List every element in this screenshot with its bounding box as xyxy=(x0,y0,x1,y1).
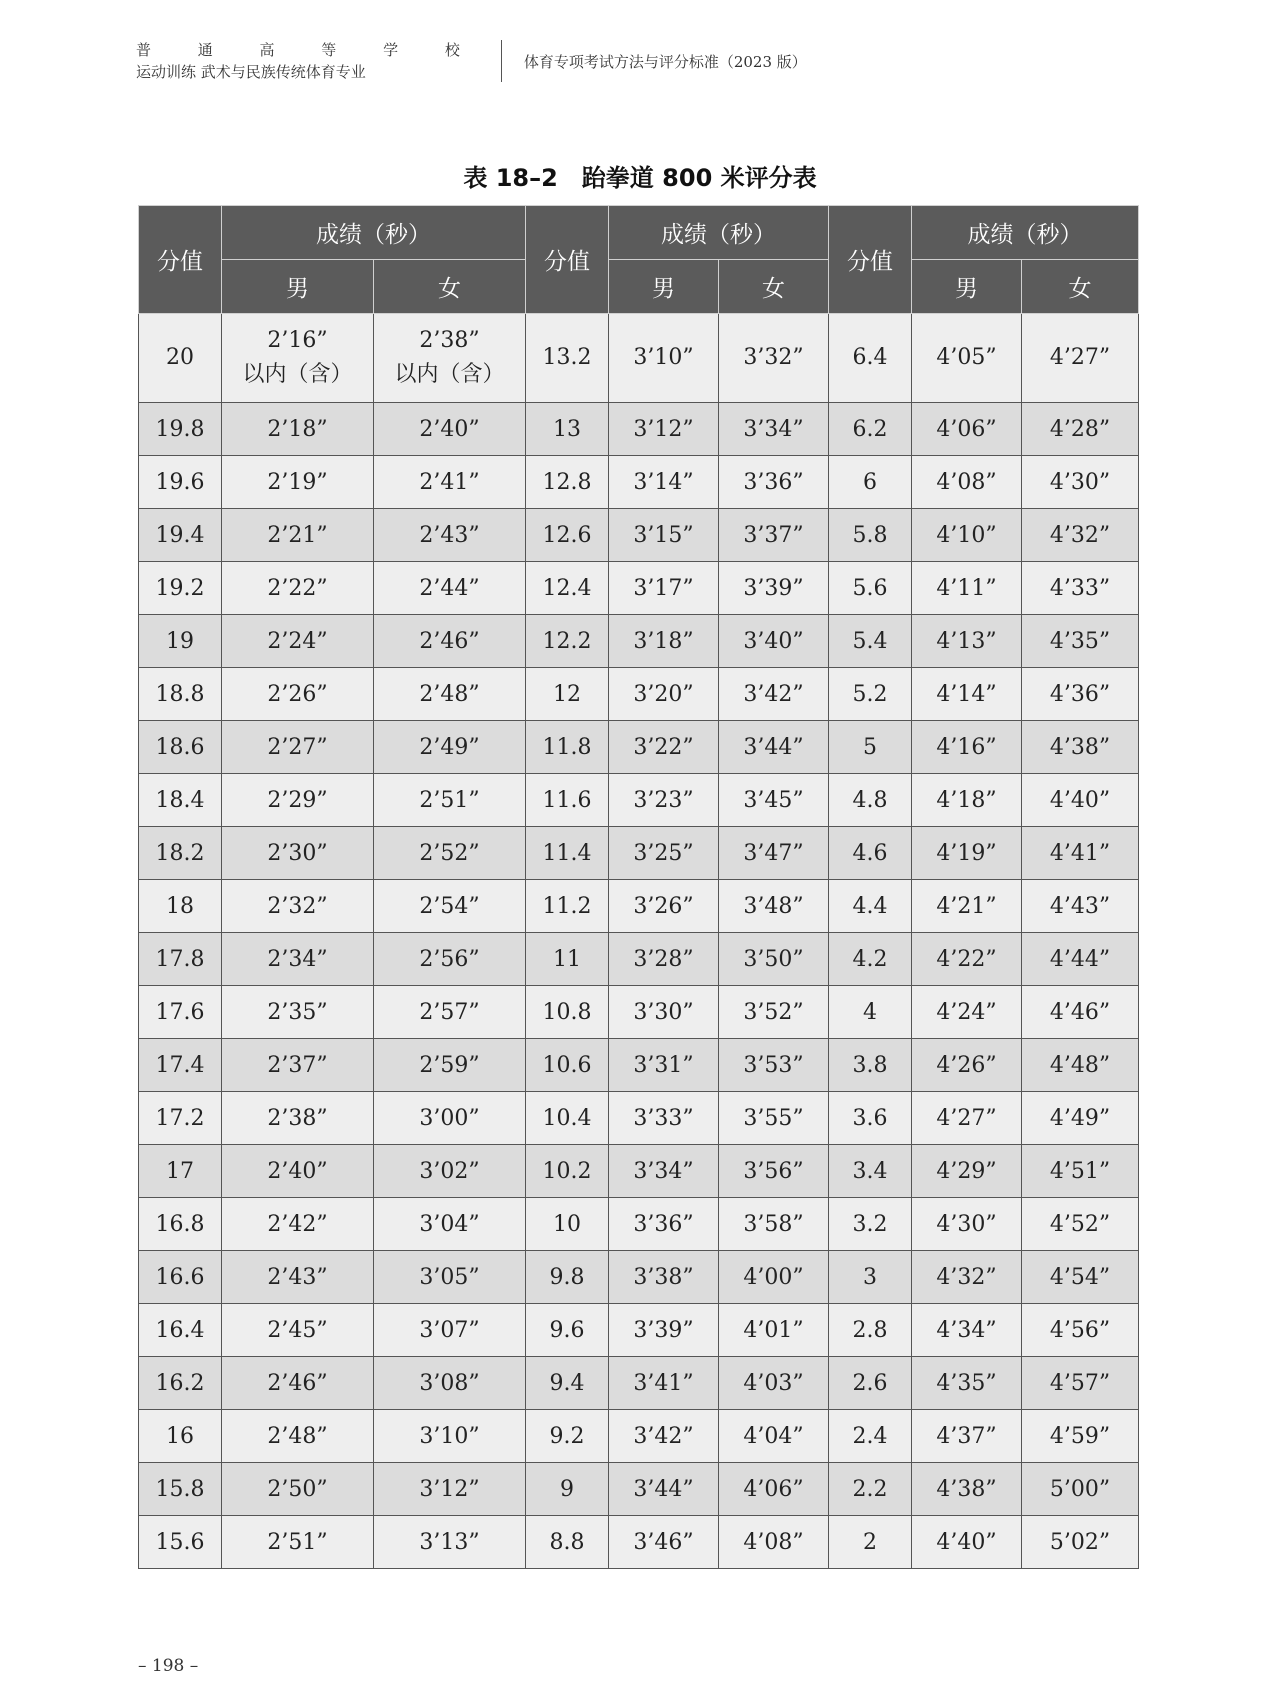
male-time-cell: 4’13” xyxy=(912,615,1022,668)
male-time-cell: 2’37” xyxy=(222,1039,374,1092)
header-female: 女 xyxy=(1022,260,1139,314)
male-time-cell: 3’42” xyxy=(609,1410,719,1463)
table-row xyxy=(139,827,1139,880)
male-time-cell: 4’16” xyxy=(912,721,1022,774)
score-cell: 5.4 xyxy=(829,615,912,668)
female-time-cell: 4’28” xyxy=(1022,403,1139,456)
score-cell: 5.6 xyxy=(829,562,912,615)
female-time-cell: 2’59” xyxy=(374,1039,526,1092)
score-cell: 3 xyxy=(829,1251,912,1304)
header-male: 男 xyxy=(222,260,374,314)
female-time-cell: 2’51” xyxy=(374,774,526,827)
table-row xyxy=(139,562,1139,615)
score-cell: 4.4 xyxy=(829,880,912,933)
female-time-cell: 4’48” xyxy=(1022,1039,1139,1092)
score-cell: 5.8 xyxy=(829,509,912,562)
score-cell: 11 xyxy=(526,933,609,986)
score-cell: 18.6 xyxy=(139,721,222,774)
female-time-cell: 3’42” xyxy=(719,668,829,721)
female-time-cell: 3’04” xyxy=(374,1198,526,1251)
page-number: – 198 – xyxy=(138,1656,199,1676)
female-time-cell: 3’58” xyxy=(719,1198,829,1251)
score-table xyxy=(138,205,1139,1569)
female-time-cell: 4’08” xyxy=(719,1516,829,1569)
male-time-cell: 2’46” xyxy=(222,1357,374,1410)
score-cell: 6.4 xyxy=(829,314,912,403)
header-male: 男 xyxy=(609,260,719,314)
table-row xyxy=(139,1092,1139,1145)
male-time-cell: 3’28” xyxy=(609,933,719,986)
male-time-cell: 3’31” xyxy=(609,1039,719,1092)
female-time-cell: 3’34” xyxy=(719,403,829,456)
male-time-cell: 4’14” xyxy=(912,668,1022,721)
table-row xyxy=(139,880,1139,933)
female-time-cell: 3’55” xyxy=(719,1092,829,1145)
male-time-cell: 2’42” xyxy=(222,1198,374,1251)
female-time-cell: 2’49” xyxy=(374,721,526,774)
male-time-cell: 4’35” xyxy=(912,1357,1022,1410)
score-cell: 3.8 xyxy=(829,1039,912,1092)
male-time-cell: 3’25” xyxy=(609,827,719,880)
score-cell: 16.6 xyxy=(139,1251,222,1304)
male-time-cell: 4’08” xyxy=(912,456,1022,509)
female-time-cell: 3’13” xyxy=(374,1516,526,1569)
table-row xyxy=(139,1357,1139,1410)
table-row xyxy=(139,1410,1139,1463)
female-time-cell: 2’41” xyxy=(374,456,526,509)
female-time-cell xyxy=(374,314,526,403)
table-row xyxy=(139,314,1139,403)
table-row xyxy=(139,1251,1139,1304)
male-time-cell: 3’10” xyxy=(609,314,719,403)
female-time-cell: 3’47” xyxy=(719,827,829,880)
male-time-cell: 3’23” xyxy=(609,774,719,827)
score-cell: 10.6 xyxy=(526,1039,609,1092)
male-time-cell: 3’33” xyxy=(609,1092,719,1145)
score-cell: 3.2 xyxy=(829,1198,912,1251)
male-time-cell: 2’34” xyxy=(222,933,374,986)
header-male: 男 xyxy=(912,260,1022,314)
male-time-cell: 2’26” xyxy=(222,668,374,721)
female-time-cell: 4’41” xyxy=(1022,827,1139,880)
female-time-cell: 4’51” xyxy=(1022,1145,1139,1198)
table-row xyxy=(139,1145,1139,1198)
score-cell: 16.4 xyxy=(139,1304,222,1357)
score-cell: 17.6 xyxy=(139,986,222,1039)
female-time-cell: 2’54” xyxy=(374,880,526,933)
female-time-cell: 4’43” xyxy=(1022,880,1139,933)
school-line: 普 通 高 等 学 校 xyxy=(136,41,481,59)
male-time-cell: 4’22” xyxy=(912,933,1022,986)
male-time-cell: 2’48” xyxy=(222,1410,374,1463)
score-cell: 9 xyxy=(526,1463,609,1516)
score-cell: 18 xyxy=(139,880,222,933)
female-time-cell: 4’59” xyxy=(1022,1410,1139,1463)
female-time-cell: 4’35” xyxy=(1022,615,1139,668)
score-cell: 12.6 xyxy=(526,509,609,562)
female-time-cell: 3’53” xyxy=(719,1039,829,1092)
male-time-cell: 3’36” xyxy=(609,1198,719,1251)
score-cell: 12.2 xyxy=(526,615,609,668)
female-time-cell: 4’44” xyxy=(1022,933,1139,986)
male-time-cell: 4’21” xyxy=(912,880,1022,933)
female-time-cell: 2’52” xyxy=(374,827,526,880)
score-cell: 4.6 xyxy=(829,827,912,880)
male-time-cell: 4’27” xyxy=(912,1092,1022,1145)
header-result: 成绩（秒） xyxy=(912,206,1139,260)
score-cell: 2.6 xyxy=(829,1357,912,1410)
male-time-cell: 4’18” xyxy=(912,774,1022,827)
female-time-cell: 2’56” xyxy=(374,933,526,986)
female-time-cell: 4’54” xyxy=(1022,1251,1139,1304)
header-result: 成绩（秒） xyxy=(222,206,526,260)
female-time-cell: 3’07” xyxy=(374,1304,526,1357)
female-time-cell: 3’08” xyxy=(374,1357,526,1410)
table-row xyxy=(139,403,1139,456)
male-time-cell: 4’26” xyxy=(912,1039,1022,1092)
male-time-cell: 3’39” xyxy=(609,1304,719,1357)
female-time-cell: 4’32” xyxy=(1022,509,1139,562)
score-cell: 20 xyxy=(139,314,222,403)
table-title: 表 18–2 跆拳道 800 米评分表 xyxy=(463,164,817,192)
female-time-cell: 4’57” xyxy=(1022,1357,1139,1410)
male-time-cell: 2’38” xyxy=(222,1092,374,1145)
female-time-cell: 3’37” xyxy=(719,509,829,562)
male-time-cell: 4’29” xyxy=(912,1145,1022,1198)
female-time-cell: 2’46” xyxy=(374,615,526,668)
score-cell: 5.2 xyxy=(829,668,912,721)
female-time-cell: 5’02” xyxy=(1022,1516,1139,1569)
male-time-cell: 4’34” xyxy=(912,1304,1022,1357)
male-time-cell: 4’37” xyxy=(912,1410,1022,1463)
female-time-cell: 4’36” xyxy=(1022,668,1139,721)
female-time-cell: 4’40” xyxy=(1022,774,1139,827)
female-time-cell: 3’02” xyxy=(374,1145,526,1198)
male-time-cell: 4’24” xyxy=(912,986,1022,1039)
score-cell: 8.8 xyxy=(526,1516,609,1569)
score-cell: 11.4 xyxy=(526,827,609,880)
score-cell: 6.2 xyxy=(829,403,912,456)
male-time-cell: 4’30” xyxy=(912,1198,1022,1251)
male-time-cell: 2’30” xyxy=(222,827,374,880)
female-time-cell: 3’52” xyxy=(719,986,829,1039)
male-time-cell: 2’22” xyxy=(222,562,374,615)
table-row xyxy=(139,1198,1139,1251)
score-cell: 19.4 xyxy=(139,509,222,562)
score-cell: 9.4 xyxy=(526,1357,609,1410)
male-time-cell: 3’22” xyxy=(609,721,719,774)
score-cell: 5 xyxy=(829,721,912,774)
female-time-cell: 4’03” xyxy=(719,1357,829,1410)
male-time-note: 以内（含） xyxy=(242,362,353,387)
score-cell: 17.8 xyxy=(139,933,222,986)
female-time-cell: 3’48” xyxy=(719,880,829,933)
score-cell: 16.2 xyxy=(139,1357,222,1410)
header-result: 成绩（秒） xyxy=(609,206,829,260)
female-time-cell: 3’44” xyxy=(719,721,829,774)
male-time-cell xyxy=(222,314,374,403)
male-time-cell: 3’26” xyxy=(609,880,719,933)
male-time-cell: 3’34” xyxy=(609,1145,719,1198)
male-time-cell: 3’46” xyxy=(609,1516,719,1569)
female-time-cell: 4’52” xyxy=(1022,1198,1139,1251)
male-time-cell: 2’24” xyxy=(222,615,374,668)
male-time-cell: 2’27” xyxy=(222,721,374,774)
male-time-cell: 2’21” xyxy=(222,509,374,562)
score-cell: 9.6 xyxy=(526,1304,609,1357)
score-cell: 17.2 xyxy=(139,1092,222,1145)
score-cell: 2.8 xyxy=(829,1304,912,1357)
male-time-cell: 2’35” xyxy=(222,986,374,1039)
score-cell: 2 xyxy=(829,1516,912,1569)
male-time-cell: 2’29” xyxy=(222,774,374,827)
series-title xyxy=(136,39,481,83)
score-cell: 10.8 xyxy=(526,986,609,1039)
male-time-cell: 3’41” xyxy=(609,1357,719,1410)
male-time-cell: 3’17” xyxy=(609,562,719,615)
score-cell: 11.8 xyxy=(526,721,609,774)
female-time-cell: 3’10” xyxy=(374,1410,526,1463)
table-row xyxy=(139,615,1139,668)
score-cell: 11.6 xyxy=(526,774,609,827)
running-head xyxy=(136,36,807,86)
female-time-cell: 4’01” xyxy=(719,1304,829,1357)
female-time-cell: 4’04” xyxy=(719,1410,829,1463)
score-cell: 13.2 xyxy=(526,314,609,403)
female-time-cell: 4’06” xyxy=(719,1463,829,1516)
female-time-cell: 4’56” xyxy=(1022,1304,1139,1357)
score-cell: 12 xyxy=(526,668,609,721)
female-time-cell: 3’12” xyxy=(374,1463,526,1516)
table-row xyxy=(139,1516,1139,1569)
female-time-cell: 3’39” xyxy=(719,562,829,615)
header-score: 分值 xyxy=(829,206,912,314)
score-cell: 4.2 xyxy=(829,933,912,986)
score-cell: 2.4 xyxy=(829,1410,912,1463)
female-time-note: 以内（含） xyxy=(394,362,505,387)
female-time-cell: 4’27” xyxy=(1022,314,1139,403)
table-row xyxy=(139,1039,1139,1092)
header-female: 女 xyxy=(719,260,829,314)
female-time-cell: 4’00” xyxy=(719,1251,829,1304)
male-time-cell: 3’38” xyxy=(609,1251,719,1304)
male-time-cell: 2’32” xyxy=(222,880,374,933)
female-time-cell: 4’30” xyxy=(1022,456,1139,509)
score-cell: 4.8 xyxy=(829,774,912,827)
male-time-cell: 3’18” xyxy=(609,615,719,668)
male-time-cell: 4’40” xyxy=(912,1516,1022,1569)
male-time-cell: 4’10” xyxy=(912,509,1022,562)
female-time-cell: 3’40” xyxy=(719,615,829,668)
male-time-cell: 2’40” xyxy=(222,1145,374,1198)
male-time-cell: 2’50” xyxy=(222,1463,374,1516)
header-score: 分值 xyxy=(526,206,609,314)
male-time-cell: 3’44” xyxy=(609,1463,719,1516)
score-cell: 3.6 xyxy=(829,1092,912,1145)
female-time-cell: 3’50” xyxy=(719,933,829,986)
score-cell: 13 xyxy=(526,403,609,456)
score-cell: 19.8 xyxy=(139,403,222,456)
score-cell: 16.8 xyxy=(139,1198,222,1251)
table-row xyxy=(139,774,1139,827)
male-time-cell: 3’30” xyxy=(609,986,719,1039)
table-row xyxy=(139,721,1139,774)
female-time-cell: 4’46” xyxy=(1022,986,1139,1039)
male-time-cell: 3’20” xyxy=(609,668,719,721)
score-cell: 12.4 xyxy=(526,562,609,615)
score-cell: 19 xyxy=(139,615,222,668)
score-cell: 16 xyxy=(139,1410,222,1463)
male-time-cell: 4’11” xyxy=(912,562,1022,615)
table-row xyxy=(139,1304,1139,1357)
book-title: 体育专项考试方法与评分标准（2023 版） xyxy=(523,52,807,71)
male-time-cell: 2’43” xyxy=(222,1251,374,1304)
female-time-cell: 3’36” xyxy=(719,456,829,509)
score-cell: 10.2 xyxy=(526,1145,609,1198)
male-time-cell: 4’06” xyxy=(912,403,1022,456)
female-time: 2’38” xyxy=(419,328,480,353)
header-score: 分值 xyxy=(139,206,222,314)
male-time-cell: 3’14” xyxy=(609,456,719,509)
male-time-cell: 4’38” xyxy=(912,1463,1022,1516)
female-time-cell: 2’43” xyxy=(374,509,526,562)
score-cell: 17 xyxy=(139,1145,222,1198)
score-cell: 18.4 xyxy=(139,774,222,827)
female-time-cell: 2’44” xyxy=(374,562,526,615)
score-cell: 12.8 xyxy=(526,456,609,509)
table-row xyxy=(139,933,1139,986)
table-row xyxy=(139,456,1139,509)
score-cell: 17.4 xyxy=(139,1039,222,1092)
score-cell: 9.2 xyxy=(526,1410,609,1463)
male-time-cell: 4’32” xyxy=(912,1251,1022,1304)
score-cell: 19.6 xyxy=(139,456,222,509)
score-cell: 18.2 xyxy=(139,827,222,880)
score-cell: 9.8 xyxy=(526,1251,609,1304)
program-line: 运动训练 武术与民族传统体育专业 xyxy=(136,63,366,81)
table-row xyxy=(139,1463,1139,1516)
score-cell: 4 xyxy=(829,986,912,1039)
score-table-body xyxy=(139,314,1139,1569)
male-time-cell: 4’19” xyxy=(912,827,1022,880)
header-female: 女 xyxy=(374,260,526,314)
table-row xyxy=(139,509,1139,562)
female-time-cell: 3’45” xyxy=(719,774,829,827)
header-divider xyxy=(501,40,502,82)
score-cell: 15.6 xyxy=(139,1516,222,1569)
table-row xyxy=(139,986,1139,1039)
score-cell: 10 xyxy=(526,1198,609,1251)
female-time-cell: 4’49” xyxy=(1022,1092,1139,1145)
female-time-cell: 3’32” xyxy=(719,314,829,403)
score-cell: 10.4 xyxy=(526,1092,609,1145)
male-time-cell: 3’12” xyxy=(609,403,719,456)
male-time-cell: 3’15” xyxy=(609,509,719,562)
male-time-cell: 4’05” xyxy=(912,314,1022,403)
score-cell: 3.4 xyxy=(829,1145,912,1198)
score-cell: 15.8 xyxy=(139,1463,222,1516)
male-time-cell: 2’51” xyxy=(222,1516,374,1569)
male-time-cell: 2’19” xyxy=(222,456,374,509)
table-row xyxy=(139,668,1139,721)
male-time-cell: 2’45” xyxy=(222,1304,374,1357)
score-cell: 19.2 xyxy=(139,562,222,615)
female-time-cell: 2’48” xyxy=(374,668,526,721)
female-time-cell: 2’57” xyxy=(374,986,526,1039)
female-time-cell: 3’00” xyxy=(374,1092,526,1145)
score-cell: 6 xyxy=(829,456,912,509)
female-time-cell: 2’40” xyxy=(374,403,526,456)
male-time-cell: 2’18” xyxy=(222,403,374,456)
male-time: 2’16” xyxy=(267,328,328,353)
score-cell: 2.2 xyxy=(829,1463,912,1516)
score-cell: 11.2 xyxy=(526,880,609,933)
female-time-cell: 3’56” xyxy=(719,1145,829,1198)
female-time-cell: 3’05” xyxy=(374,1251,526,1304)
score-cell: 18.8 xyxy=(139,668,222,721)
female-time-cell: 4’33” xyxy=(1022,562,1139,615)
female-time-cell: 5’00” xyxy=(1022,1463,1139,1516)
female-time-cell: 4’38” xyxy=(1022,721,1139,774)
